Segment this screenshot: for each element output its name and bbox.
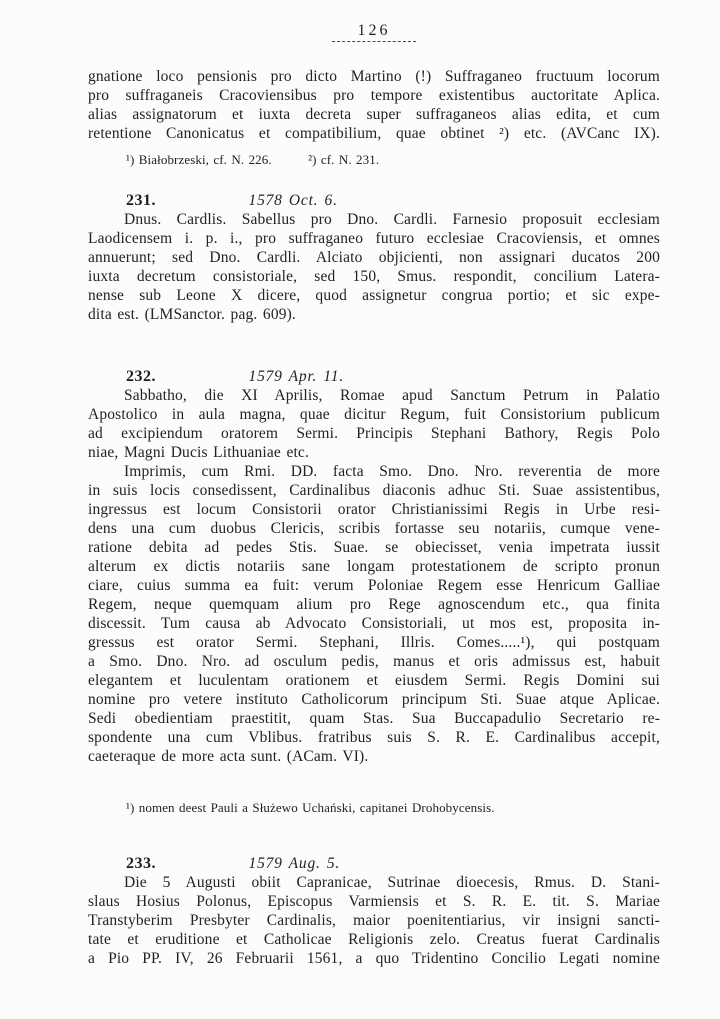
text-line: annuerunt; sed Dno. Cardli. Alciato objicienti, non assignari ducatos 200: [88, 249, 660, 266]
entry-date: 1578 Oct. 6.: [248, 192, 338, 209]
text-line: iuxta decretum consistoriale, sed 150, Smus. respondit, concilium Latera-: [88, 268, 660, 285]
text-line: niae, Magni Ducis Lithuaniae etc.: [88, 444, 309, 461]
entry-233-heading: [88, 854, 660, 873]
text-line: ingressus est locum Consistorii orator Christianissimi Regis in Urbe resi-: [88, 501, 660, 518]
text-line: a Smo. Dno. Nro. ad osculum pedis, manus et oris admissus est, habuit: [88, 653, 660, 670]
text-line: pro suffraganeis Cracoviensibus pro tempore existentibus auctoritate Aplica.: [88, 87, 660, 104]
text-line: dita est. (LMSanctor. pag. 609).: [88, 306, 296, 323]
entry-232-paragraph-1: [88, 386, 660, 462]
text-line: Die 5 Augusti obiit Capranicae, Sutrinae dioecesis, Rmus. D. Stani-: [124, 874, 660, 891]
intro-paragraph: [88, 67, 660, 143]
text-line: gnatione loco pensionis pro dicto Martino (!) Suffraganeo fructuum locorum: [88, 68, 660, 85]
entry-date: 1579 Aug. 5.: [248, 855, 341, 872]
text-line: alias assignatorum et iuxta decreta super suffraganeos alias edita, et cum: [88, 106, 660, 123]
entry-number: 233.: [126, 855, 156, 872]
page-number-rule: [332, 41, 416, 42]
text-line: tate et eruditione et Catholicae Religionis zelo. Creatus fuerat Cardinalis: [88, 931, 660, 948]
text-line: in suis locis consedissent, Cardinalibus diaconis adhuc Sti. Suae assistentibus,: [88, 482, 660, 499]
entry-232-paragraph-2: [88, 462, 660, 766]
text-line: slaus Hosius Polonus, Episcopus Varmiensis et S. R. E. tit. S. Mariae: [88, 893, 660, 910]
text-block: [88, 0, 660, 968]
page-header: [88, 21, 660, 42]
text-line: Sedi obedientiam praestitit, quam Stas. Sua Buccapadulio Secretario re-: [88, 710, 660, 727]
text-line: retentione Canonicatus et compatibilium, quae obtinet ²) etc. (AVCanc IX).: [88, 125, 660, 142]
entry-231-paragraph: [88, 210, 660, 324]
entry-number: 232.: [126, 368, 156, 385]
text-line: ratione debita ad pedes Stis. Suae. se obiecisset, venia impetrata iussit: [88, 539, 660, 556]
text-line: Imprimis, cum Rmi. DD. facta Smo. Dno. Nro. reverentia de more: [124, 463, 660, 480]
text-line: elegantem et luculentam orationem et eiusdem Sermi. Regis Domini sui: [88, 672, 660, 689]
page-number: 126: [357, 22, 391, 39]
text-line: ciare, cuius summa ea fuit: verum Poloniae Regem esse Henricum Galliae: [88, 577, 660, 594]
footnote-2: ²) cf. N. 231.: [308, 152, 380, 167]
text-line: discessit. Tum causa ab Advocato Consistoriali, ut mos est, proposita in-: [88, 615, 660, 632]
footnote-row: [88, 152, 660, 168]
text-line: caeteraque de more acta sunt. (ACam. VI).: [88, 748, 369, 765]
footnote-1: ¹) Białobrzeski, cf. N. 226.: [126, 152, 272, 167]
text-line: nomine pro vetere instituto Catholicorum principum Sti. Suae atque Aplicae.: [88, 691, 660, 708]
text-line: Sabbatho, die XI Aprilis, Romae apud Sanctum Petrum in Palatio: [124, 387, 660, 404]
entry-231-heading: [88, 191, 660, 210]
text-line: Transtyberim Presbyter Cardinalis, maior poenitentiarius, vir insigni sancti-: [88, 912, 660, 929]
text-line: Laodicensem i. p. i., pro suffraganeo futuro ecclesiae Cracoviensis, et omnes: [88, 230, 660, 247]
text-line: ad excipiendum oratorem Sermi. Principis Stephani Bathory, Regis Polo: [88, 425, 660, 442]
text-line: Apostolico in aula magna, quae dicitur Regum, fuit Consistorium publicum: [88, 406, 660, 423]
footnote-1: ¹) nomen deest Pauli a Służewo Uchański, capitanei Drohobycensis.: [126, 800, 495, 815]
text-line: dens una cum duobus Clericis, scribis fortasse seu notariis, cumque vene-: [88, 520, 660, 537]
text-line: alterum ex dictis notariis sane longam protestationem de scripto pronun: [88, 558, 660, 575]
footnote-row: [88, 800, 660, 816]
entry-date: 1579 Apr. 11.: [248, 368, 345, 385]
text-line: a Pio PP. IV, 26 Februarii 1561, a quo Tridentino Concilio Legati nomine: [88, 950, 660, 967]
text-line: nense sub Leone X dicere, quod assignetur congrua portio; et sic expe-: [88, 287, 660, 304]
entry-number: 231.: [126, 192, 156, 209]
text-line: Regem, neque quemquam alium pro Rege agnoscendum etc., qua finita: [88, 596, 660, 613]
entry-233-paragraph: [88, 873, 660, 968]
text-line: gressus est orator Sermi. Stephani, Illris. Comes.....¹), qui postquam: [88, 634, 660, 651]
text-line: spondente una cum Vblibus. fratribus suis S. R. E. Cardinalibus accepit,: [88, 729, 660, 746]
entry-232-heading: [88, 367, 660, 386]
text-line: Dnus. Cardlis. Sabellus pro Dno. Cardli. Farnesio proposuit ecclesiam: [124, 211, 660, 228]
